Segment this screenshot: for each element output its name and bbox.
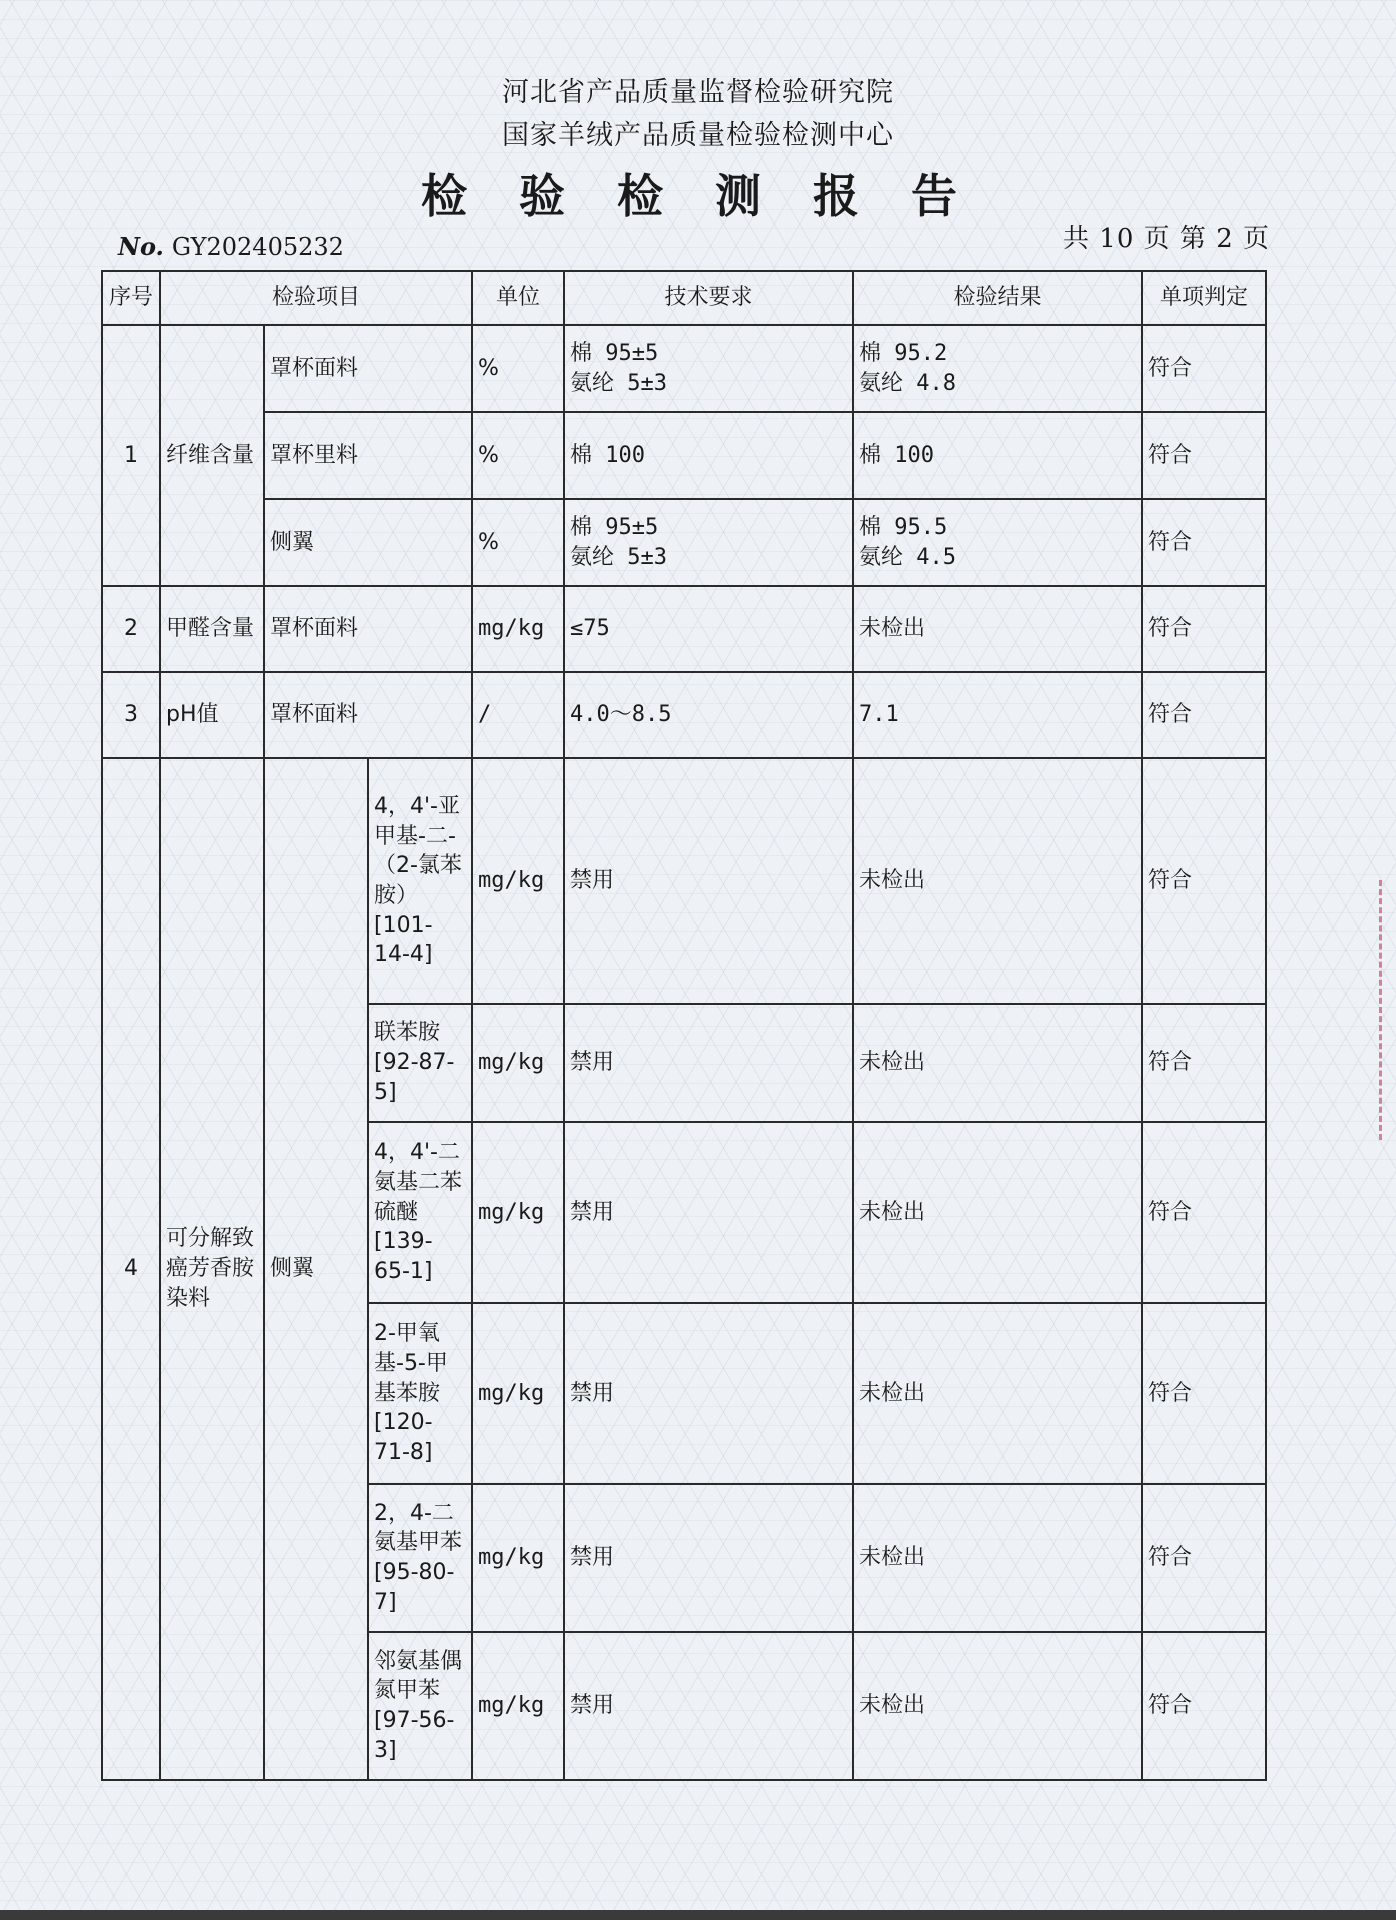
- judgement-cell: 符合: [1142, 1484, 1266, 1632]
- judgement-cell: 符合: [1142, 499, 1266, 586]
- unit-cell: mg/kg: [472, 1632, 564, 1780]
- unit-cell: %: [472, 325, 564, 412]
- part-cell: 侧翼: [264, 499, 472, 586]
- unit-cell: mg/kg: [472, 1004, 564, 1122]
- part-cell: 罩杯面料: [264, 586, 472, 672]
- requirement-cell: 4.0～8.5: [564, 672, 853, 758]
- judgement-cell: 符合: [1142, 412, 1266, 499]
- org-name-line1: 河北省产品质量监督检验研究院: [502, 77, 894, 108]
- table-row: [102, 672, 1266, 758]
- part-cell: 罩杯面料: [264, 325, 472, 412]
- result-cell: 未检出: [853, 1303, 1142, 1484]
- unit-cell: /: [472, 672, 564, 758]
- unit-cell: %: [472, 499, 564, 586]
- substance-cell: 2，4-二氨基甲苯[95-80-7]: [368, 1484, 472, 1632]
- report-number-value: GY202405232: [171, 233, 344, 261]
- page-indicator: 共 10 页 第 2 页: [1063, 224, 1270, 254]
- result-cell: 未检出: [853, 1484, 1142, 1632]
- requirement-cell: 棉 95±5 氨纶 5±3: [564, 325, 853, 412]
- inspection-table: [101, 270, 1267, 1781]
- part-cell: 罩杯里料: [264, 412, 472, 499]
- category-cell: pH值: [160, 672, 264, 758]
- requirement-cell: 禁用: [564, 758, 853, 1004]
- requirement-cell: 禁用: [564, 1632, 853, 1780]
- category-cell: 纤维含量: [160, 325, 264, 586]
- part-cell: 侧翼: [264, 758, 368, 1780]
- substance-cell: 联苯胺[92-87-5]: [368, 1004, 472, 1122]
- result-cell: 未检出: [853, 586, 1142, 672]
- report-number: [118, 232, 344, 261]
- requirement-cell: 禁用: [564, 1004, 853, 1122]
- table-row: [102, 412, 1266, 499]
- header-item: 检验项目: [160, 271, 472, 325]
- unit-cell: mg/kg: [472, 758, 564, 1004]
- unit-cell: mg/kg: [472, 1303, 564, 1484]
- table-row: [102, 758, 1266, 1004]
- requirement-cell: 棉 100: [564, 412, 853, 499]
- header-result: 检验结果: [853, 271, 1142, 325]
- requirement-cell: 禁用: [564, 1303, 853, 1484]
- unit-cell: mg/kg: [472, 586, 564, 672]
- header-unit: 单位: [472, 271, 564, 325]
- table-header-row: [102, 271, 1266, 325]
- result-cell: 7.1: [853, 672, 1142, 758]
- judgement-cell: 符合: [1142, 1122, 1266, 1303]
- header-judgement: 单项判定: [1142, 271, 1266, 325]
- seq-cell: 2: [102, 586, 160, 672]
- result-cell: 未检出: [853, 1004, 1142, 1122]
- unit-cell: mg/kg: [472, 1122, 564, 1303]
- header-seq: 序号: [102, 271, 160, 325]
- part-cell: 罩杯面料: [264, 672, 472, 758]
- judgement-cell: 符合: [1142, 1632, 1266, 1780]
- scan-border: [0, 1910, 1396, 1920]
- result-cell: 未检出: [853, 758, 1142, 1004]
- table-row: [102, 325, 1266, 412]
- category-cell: 甲醛含量: [160, 586, 264, 672]
- table-row: [102, 499, 1266, 586]
- unit-cell: mg/kg: [472, 1484, 564, 1632]
- header-requirement: 技术要求: [564, 271, 853, 325]
- seq-cell: 3: [102, 672, 160, 758]
- result-cell: 未检出: [853, 1122, 1142, 1303]
- result-cell: 棉 100: [853, 412, 1142, 499]
- seq-cell: 4: [102, 758, 160, 1780]
- result-cell: 棉 95.2 氨纶 4.8: [853, 325, 1142, 412]
- report-title: 检 验 检 测 报 告: [420, 169, 976, 223]
- judgement-cell: 符合: [1142, 672, 1266, 758]
- result-cell: 棉 95.5 氨纶 4.5: [853, 499, 1142, 586]
- requirement-cell: ≤75: [564, 586, 853, 672]
- judgement-cell: 符合: [1142, 758, 1266, 1004]
- seal-stamp-edge: [1379, 880, 1396, 1140]
- judgement-cell: 符合: [1142, 586, 1266, 672]
- substance-cell: 2-甲氧基-5-甲基苯胺[120-71-8]: [368, 1303, 472, 1484]
- substance-cell: 4，4'-亚甲基-二-（2-氯苯胺）[101-14-4]: [368, 758, 472, 1004]
- category-cell: 可分解致癌芳香胺染料: [160, 758, 264, 1780]
- judgement-cell: 符合: [1142, 325, 1266, 412]
- requirement-cell: 棉 95±5 氨纶 5±3: [564, 499, 853, 586]
- requirement-cell: 禁用: [564, 1122, 853, 1303]
- substance-cell: 邻氨基偶氮甲苯[97-56-3]: [368, 1632, 472, 1780]
- result-cell: 未检出: [853, 1632, 1142, 1780]
- report-number-label: No.: [118, 232, 164, 261]
- judgement-cell: 符合: [1142, 1303, 1266, 1484]
- seq-cell: 1: [102, 325, 160, 586]
- unit-cell: %: [472, 412, 564, 499]
- substance-cell: 4，4'-二氨基二苯硫醚[139-65-1]: [368, 1122, 472, 1303]
- org-name-line2: 国家羊绒产品质量检验检测中心: [502, 120, 894, 151]
- table-row: [102, 586, 1266, 672]
- requirement-cell: 禁用: [564, 1484, 853, 1632]
- judgement-cell: 符合: [1142, 1004, 1266, 1122]
